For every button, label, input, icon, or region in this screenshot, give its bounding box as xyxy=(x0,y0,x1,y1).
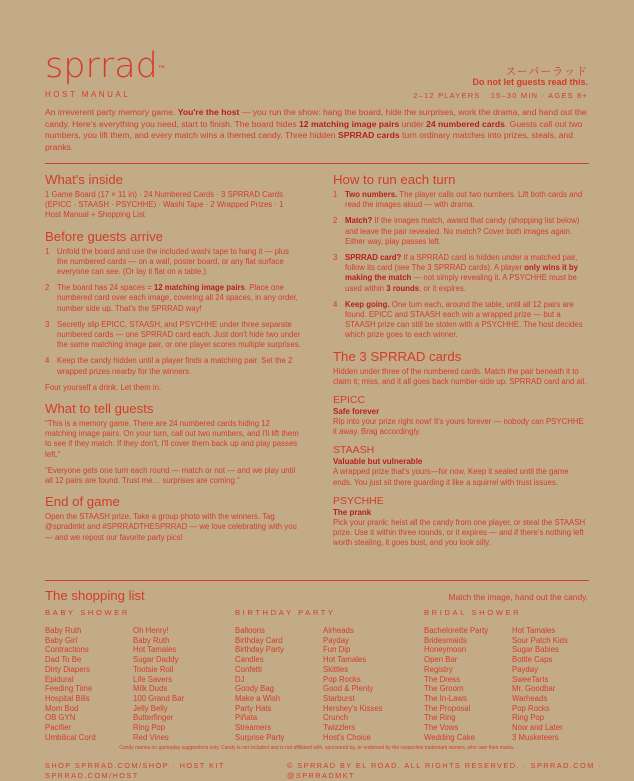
list-item: Mom Bod xyxy=(45,703,79,713)
guest-script-2: "Everyone gets one turn each round — match or not — and we play until all 12 pairs are found. Trust me… surprises are coming." xyxy=(45,465,296,486)
list-item: Goody Bag xyxy=(235,684,275,694)
whats-inside-text: 1 Game Board (17 × 11 in) · 24 Numbered Cards · 3 SPRRAD Cards (EPICC · STAASH · PSYCHHE) · Washi Tape · 2 Wrapped Prizes · 1 Host Manual + Shopping List xyxy=(45,190,284,220)
birthday-party-images xyxy=(235,626,323,742)
list-item: Feeding Time xyxy=(45,684,93,694)
sprrad-logo: sprrad™ xyxy=(45,46,165,86)
psychhe-card-title: PSYCHHE xyxy=(333,494,384,507)
list-item: Birthday Card xyxy=(235,635,283,645)
psychhe-card-subtitle: The prank xyxy=(333,507,372,517)
list-item: Streamers xyxy=(235,723,271,733)
list-item: The In-Laws xyxy=(424,693,467,703)
divider xyxy=(45,580,589,581)
list-item: The Dress xyxy=(424,674,460,684)
turn-step: 2 Match? If the images match, award that candy (shopping list below) and leave the pair revealed. No match? Cover both images again. Either way, play passes left. xyxy=(333,216,580,246)
list-item: Life Savers xyxy=(133,674,173,684)
whats-inside-heading: What's inside xyxy=(45,172,124,187)
list-item: Host's Choice xyxy=(323,732,371,742)
list-item: Birthday Party xyxy=(235,645,284,655)
game-meta: 2–12 PLAYERS · 15–30 MIN · AGES 8+ xyxy=(413,91,588,100)
left-column xyxy=(45,172,301,543)
list-item: Tootsie Roll xyxy=(133,664,174,674)
list-item: Skittles xyxy=(323,664,349,674)
list-item: Sugar Daddy xyxy=(133,655,179,665)
list-item: Pop Rocks xyxy=(512,703,550,713)
list-item: The Ring xyxy=(424,713,456,723)
guest-script-1: "This is a memory game. There are 24 numbered cards hiding 12 matching image pairs. On your turn, call out two numbers, and I'll lift them to see if they match. If they don't, I'll cover them back up and play passes left." xyxy=(45,419,299,459)
list-item: SweeTarts xyxy=(512,674,549,684)
list-item: Starburst xyxy=(323,693,355,703)
run-turn-heading: How to run each turn xyxy=(333,172,456,187)
epicc-card-subtitle: Safe forever xyxy=(333,407,380,417)
turn-steps xyxy=(333,190,589,341)
setup-step: 4 Keep the candy hidden until a player finds a matching pair. Set the 2 wrapped prizes nearby for the winners. xyxy=(45,356,293,376)
list-item: Dirty Diapers xyxy=(45,664,91,674)
end-of-game-heading: End of game xyxy=(45,494,120,510)
baby-shower-title: BABY SHOWER xyxy=(45,608,131,617)
list-item: Warheads xyxy=(512,693,548,703)
list-item: Sugar Babies xyxy=(512,645,559,655)
list-item: Pop Rocks xyxy=(323,674,361,684)
list-item: Oh Henry! xyxy=(133,626,169,635)
host-link[interactable]: SPRRAD.COM/HOST xyxy=(45,771,139,780)
social-handle[interactable]: @SPRRADMKT xyxy=(287,771,355,780)
list-item: Payday xyxy=(323,635,350,645)
list-item: Open Bar xyxy=(424,655,458,665)
list-item: Mr. Goodbar xyxy=(512,684,556,694)
right-column xyxy=(333,172,589,548)
list-item: Umbilical Cord xyxy=(45,732,96,742)
list-item: The Vows xyxy=(424,723,459,733)
list-item: Candles xyxy=(235,655,264,665)
list-item: Hospital Bills xyxy=(45,693,90,703)
list-item: Bachelorette Party xyxy=(424,626,489,635)
tell-guests-heading: What to tell guests xyxy=(45,401,154,417)
setup-footnote: Four yourself a drink. Let them in. xyxy=(45,382,162,392)
list-item: Hot Tamales xyxy=(323,655,367,665)
list-item: Epidural xyxy=(45,674,74,684)
list-item: Piñata xyxy=(235,713,258,723)
list-item: The Proposal xyxy=(424,703,471,713)
list-item: Hot Tamales xyxy=(512,626,556,635)
psychhe-card-text: Pick your prank: heist all the candy from one player, or steal the STAASH prize. Use it within three rounds, or it expires — and if there's nothing left worth stealing, it goes bust, and you look silly. xyxy=(333,517,586,548)
footer-copyright xyxy=(287,761,602,781)
list-item: Milk Duds xyxy=(133,684,168,694)
baby-shower-list xyxy=(45,608,184,742)
list-item: Contractions xyxy=(45,645,89,655)
staash-card-subtitle: Valuable but vulnerable xyxy=(333,457,423,467)
candy-disclaimer: Candy names on gameplay suggestions only. Candy is not included and is not affiliated with, sponsored by, or endorsed by the respective trademark owners, who own their marks. xyxy=(119,745,515,751)
list-item: Hot Tamales xyxy=(133,645,177,655)
turn-step: 1 Two numbers. The player calls out two numbers. Lift both cards and read the images aloud — with drama. xyxy=(333,190,583,210)
list-item: Surprise Party xyxy=(235,732,285,742)
list-item: Sour Patch Kids xyxy=(512,635,568,645)
list-item: Honeymoon xyxy=(424,645,467,655)
list-item: Baby Ruth xyxy=(133,635,170,645)
host-manual-label: HOST MANUAL xyxy=(45,90,131,99)
baby-shower-images xyxy=(45,626,133,742)
list-item: Pacifier xyxy=(45,723,71,733)
bridal-shower-list xyxy=(424,608,568,742)
bridal-shower-title: BRIDAL SHOWER xyxy=(424,608,522,617)
epicc-card-title: EPICC xyxy=(333,394,366,407)
list-item: DJ xyxy=(235,674,245,684)
copyright-text: © SPRRAD BY EL ROAD. ALL RIGHTS RESERVED. · SPRRAD.COM · xyxy=(287,761,603,770)
list-item: Ring Pop xyxy=(133,723,166,733)
list-item: Party Hats xyxy=(235,703,272,713)
list-item: Bridesmaids xyxy=(424,635,467,645)
list-item: 3 Musketeers xyxy=(512,732,559,742)
setup-steps xyxy=(45,247,301,377)
divider xyxy=(45,163,589,164)
warning-text: Do not let guests read this. xyxy=(472,77,588,87)
japanese-tagline: スーパーラッド xyxy=(505,66,588,78)
list-item: Good & Plenty xyxy=(323,684,374,694)
list-item: Ring Pop xyxy=(512,713,545,723)
list-item: Dad To Be xyxy=(45,655,82,665)
birthday-party-title: BIRTHDAY PARTY xyxy=(235,608,336,617)
list-item: Baby Girl xyxy=(45,635,78,645)
epicc-card-text: Rip into your prize right now! It's yours forever — nobody can PSYCHHE it away. Brag accordingly. xyxy=(333,417,584,437)
bridal-shower-images xyxy=(424,626,512,742)
turn-step: 3 SPRRAD card? If a SPRRAD card is hidden under a matched pair, follow its card (see The 3 SPRRAD cards). A player only wins it by making the match — not simply revealing it. A PSYCHHE must be used within 3 rounds, or it expires. xyxy=(333,253,578,293)
bridal-shower-candy xyxy=(512,626,568,742)
list-item: Now and Later xyxy=(512,723,563,733)
setup-step: 2 The board has 24 spaces = 12 matching image pairs. Place one numbered card over each image, covering all 24 spaces, in any order, number side up. That's the SPRRAD way! xyxy=(45,283,298,313)
list-item: 100 Grand Bar xyxy=(133,693,185,703)
list-item: Baby Ruth xyxy=(45,626,82,635)
list-item: Fun Dip xyxy=(323,645,351,655)
setup-step: 1 Unfold the board and use the included washi tape to hang it — plus the numbered cards — on a wall, poster board, or any flat surface everyone can see. (Or lay it flat on a table.) xyxy=(45,246,289,277)
birthday-party-candy xyxy=(323,626,383,742)
list-item: Hershey's Kisses xyxy=(323,703,383,713)
list-item: Twizzlers xyxy=(323,723,356,733)
end-of-game-text: Open the STAASH prize. Take a group photo with the winners. Tag @spradmkt and #SPRRADTHESPRRAD — we love celebrating with you — and we repost our favorite party pics! xyxy=(45,512,297,542)
intro-paragraph: An irreverent party memory game. You're the host — you run the show: hang the board, hide the surprises, work the drama, and hand out the candy. Here's everything you need, start to finish. The board hides 12 matching image pairs under 24 numbered cards. Guests call out two numbers, you lift them, and every match wins a themed candy. Three hidden SPRRAD cards turn ordinary matches into prizes, steals, and pranks. xyxy=(45,107,587,152)
list-item: Confetti xyxy=(235,664,262,674)
setup-step: 3 Secretly slip EPICC, STAASH, and PSYCHHE under three separate numbered cards — one SPRRAD card each. Just don't hide two under the same matching image pair, or one player scores multiple surprises. xyxy=(45,319,301,350)
turn-step: 4 Keep going. One turn each, around the table, until all 12 pairs are found. EPICC and STAASH each win a wrapped prize — but a STAASH prize can still be stolen with a PSYCHHE. The host decides which prize goes to each winner. xyxy=(333,299,583,340)
list-item: Registry xyxy=(424,664,453,674)
list-item: Jelly Belly xyxy=(133,703,168,713)
shopping-list-tagline: Match the image, hand out the candy. xyxy=(448,592,588,602)
shop-link[interactable]: SHOP SPRRAD.COM/SHOP · HOST KIT xyxy=(45,761,225,770)
footer-links xyxy=(45,761,225,781)
list-item: Crunch xyxy=(323,713,349,723)
list-item: Red Vines xyxy=(133,732,169,742)
sprrad-cards-intro: Hidden under three of the numbered cards. Match the pair beneath it to claim it; miss, and it all goes back number-side up. SPRRAD card and all. xyxy=(333,366,587,386)
list-item: Make a Wish xyxy=(235,693,281,703)
list-item: OB GYN xyxy=(45,713,76,723)
list-item: Wedding Cake xyxy=(424,732,475,742)
baby-shower-candy xyxy=(133,626,184,742)
list-item: Butterfinger xyxy=(133,713,174,723)
list-item: Bottle Caps xyxy=(512,655,553,665)
list-item: Airheads xyxy=(323,626,354,635)
staash-card-title: STAASH xyxy=(333,444,375,457)
before-guests-heading: Before guests arrive xyxy=(45,228,164,244)
list-item: Payday xyxy=(512,664,539,674)
sprrad-cards-heading: The 3 SPRRAD cards xyxy=(333,348,462,364)
list-item: Balloons xyxy=(235,626,265,635)
shopping-list-heading: The shopping list xyxy=(45,588,145,603)
staash-card-text: A wrapped prize that's yours—for now. Keep it sealed until the game ends. You just sit there guarding it like a squirrel with trust issues. xyxy=(333,467,569,487)
birthday-party-list xyxy=(235,608,383,742)
list-item: The Groom xyxy=(424,684,464,694)
